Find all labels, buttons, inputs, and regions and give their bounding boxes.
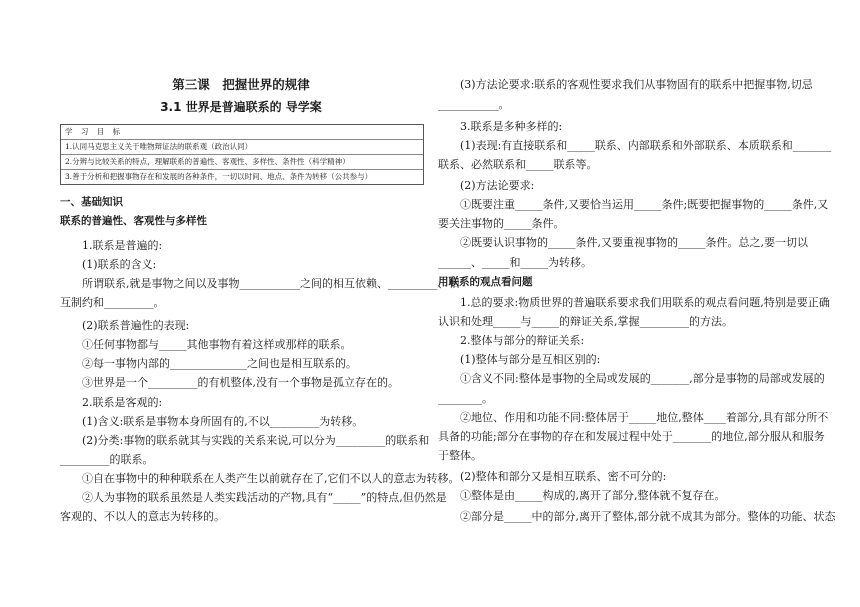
text-line: ②部分是_____中的部分,离开了整体,部分就不成其为部分。整体的功能、状态	[460, 510, 836, 523]
text-line: 1.总的要求:物质世界的普遍联系要求我们用联系的观点看问题,特别是要正确	[460, 296, 830, 309]
lesson-subtitle: 3.1 世界是普遍联系的 导学案	[160, 100, 322, 114]
lesson-title: 第三课 把握世界的规律	[172, 77, 310, 92]
section-heading: 一、基础知识	[60, 196, 123, 208]
text-line: 于整体。	[438, 449, 482, 462]
text-line: ②每一事物内部的______________之间也是相互联系的。	[82, 357, 357, 370]
text-line: 联系、必然联系和_____联系等。	[438, 158, 598, 171]
text-line: ________。	[438, 392, 493, 405]
text-line: 认识和处理_____与_____的辩证关系,掌握_________的方法。	[438, 315, 733, 328]
text-line: (2)分类:事物的联系就其与实践的关系来说,可以分为_________的联系和	[82, 434, 430, 447]
section-subheading: 联系的普遍性、客观性与多样性	[60, 215, 207, 227]
text-line: 2.联系是客观的:	[82, 396, 163, 409]
text-line: ①含义不同:整体是事物的全局或发展的_______,部分是事物的局部或发展的	[460, 372, 825, 385]
text-line: (1)表现:有直接联系和_____联系、内部联系和外部联系、本质联系和_______	[460, 139, 832, 152]
text-line: 1.联系是普遍的:	[82, 239, 163, 252]
objectives-header: 学 习 目 标	[65, 127, 124, 136]
text-line: ①任何事物都与_____其他事物有着这样或那样的联系。	[82, 338, 352, 351]
text-line: ①整体是由_____构成的,离开了部分,整体就不复存在。	[460, 489, 726, 502]
objective-item: 2.分辨与比较关系的特点，理解联系的普遍性、客观性、多样性、条件性（科学精神）	[61, 154, 423, 169]
text-line: 客观的、不以人的意志为转移的。	[60, 510, 225, 523]
text-line: _________的联系。	[60, 453, 154, 466]
text-line: ______、_____和_____为转移。	[438, 256, 592, 269]
objectives-box	[60, 124, 424, 185]
text-line: (2)整体和部分又是相互联系、密不可分的:	[460, 470, 667, 483]
text-line: (3)方法论要求:联系的客观性要求我们从事物固有的联系中把握事物,切忌	[460, 78, 813, 91]
text-line: ②人为事物的联系虽然是人类实践活动的产物,具有“_____”的特点,但仍然是	[82, 491, 447, 504]
text-line: (2)方法论要求:	[460, 179, 535, 192]
text-line: 互制约和_________。	[60, 296, 165, 309]
text-line: ②既要认识事物的_____条件,又要重视事物的_____条件。总之,要一切以	[460, 236, 808, 249]
objective-item: 3.善于分析和把握事物存在和发展的各种条件，一切以时间、地点、条件为转移（公共参与）	[61, 169, 423, 184]
text-line: ②地位、作用和功能不同:整体居于_____地位,整体____着部分,具有部分所不	[460, 411, 829, 424]
text-line: 2.整体与部分的辩证关系:	[460, 334, 585, 347]
text-line: 所谓联系,就是事物之间以及事物___________之间的相互依赖、_________、相	[82, 277, 460, 290]
text-line: 具备的功能;部分在事物的存在和发展过程中处于_______的地位,部分服从和服务	[438, 430, 825, 443]
text-line: ___________。	[438, 98, 510, 111]
text-line: (1)整体与部分是互相区别的:	[460, 353, 601, 366]
text-line: (1)含义:联系是事物本身所固有的,不以_________为转移。	[82, 415, 364, 428]
text-line: ③世界是一个_________的有机整体,没有一个事物是孤立存在的。	[82, 376, 399, 389]
text-line: 3.联系是多种多样的:	[460, 120, 563, 133]
text-line: 要关注事物的_____条件。	[438, 217, 565, 230]
section-subheading: 用联系的观点看问题	[438, 276, 533, 288]
text-line: (1)联系的含义:	[82, 258, 157, 271]
text-line: ①自在事物中的种种联系在人类产生以前就存在了,它们不以人的意志为转移。	[82, 472, 460, 485]
objective-item: 1.认同马克思主义关于唯物辩证法的联系观（政治认同）	[61, 139, 423, 154]
text-line: ①既要注重_____条件,又要恰当运用_____条件;既要把握事物的_____条件,又	[460, 198, 829, 211]
text-line: (2)联系普遍性的表现:	[82, 319, 190, 332]
